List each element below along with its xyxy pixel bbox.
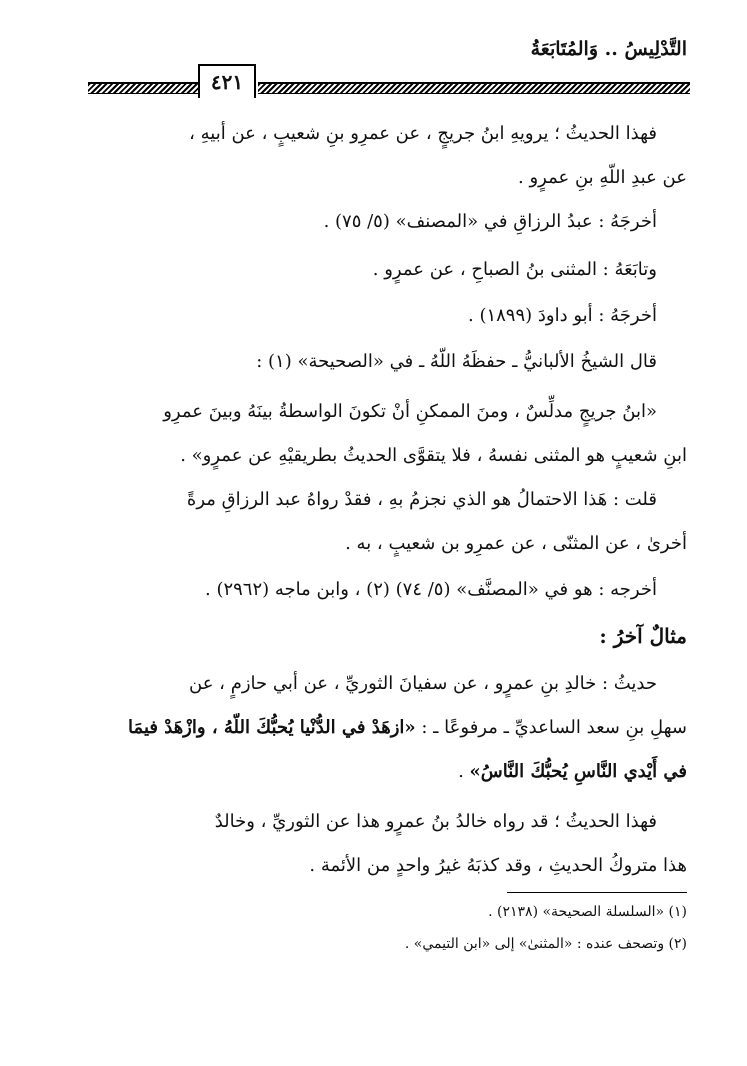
paragraph-1 <box>87 112 687 200</box>
paragraph-8-line-1: حديثُ : خالدِ بنِ عمرٍو ، عن سفيانَ الثوريِّ ، عن أبي حازمٍ ، عن <box>189 673 657 694</box>
paragraph-8-line-2 <box>87 706 687 750</box>
paragraph-4: أخرجَهُ : أبو داودَ (١٨٩٩) . <box>468 305 657 326</box>
footnote-1: (١) «السلسلة الصحيحة» (٢١٣٨) . <box>488 904 687 920</box>
paragraph-8 <box>87 662 687 794</box>
header-rule-left <box>88 82 198 94</box>
paragraph-8-line-2-text: سهلِ بنِ سعد الساعديِّ ـ مرفوعًا ـ : <box>421 717 687 738</box>
paragraph-6-line-1: قلت : هَذا الاحتمالُ هو الذي نجزمُ بهِ ، فقدْ رواهُ عبد الرزاقِ مرةً <box>186 489 657 510</box>
quote-line-2: ابنِ شعيبٍ هو المثنى نفسهُ ، فلا يتقوَّى الحديثُ بطريقيْهِ عن عمرٍو» . <box>180 445 687 466</box>
paragraph-3: وتابَعَهُ : المثنى بنُ الصباحِ ، عن عمرٍو . <box>372 259 657 280</box>
quote-block <box>87 390 687 478</box>
hadith-quote-part-2: في أَيْدي النَّاسِ يُحبُّكَ النَّاسُ» <box>469 761 687 782</box>
hadith-quote-part-1: «ازهَدْ في الدُّنْيا يُحبُّكَ اللّهُ ، وازْهَدْ فيمَا <box>128 717 416 738</box>
paragraph-9 <box>87 800 687 888</box>
paragraph-6 <box>87 478 687 566</box>
paragraph-7: أخرجه : هو في «المصنَّف» (٥/ ٧٤) (٢) ، وابن ماجه (٢٩٦٢) . <box>205 579 657 600</box>
footnote-2: (٢) وتصحف عنده : «المثنىٰ» إلى «ابن التيمي» . <box>404 936 687 952</box>
footnote-separator <box>507 892 687 893</box>
paragraph-8-line-3 <box>87 750 687 794</box>
paragraph-1-line-1: فهذا الحديثُ ؛ يرويهِ ابنُ جريجٍ ، عن عمرِو بنِ شعيبٍ ، عن أبيهِ ، <box>189 123 657 144</box>
paragraph-8-end: . <box>458 761 470 782</box>
paragraph-9-line-2: هذا متروكُ الحديثِ ، وقد كذبَهُ غيرُ واحدٍ من الأئمة . <box>309 855 687 876</box>
page-number: ٤٢١ <box>198 64 256 98</box>
quote-line-1: «ابنُ جريجٍ مدلِّسٌ ، ومنَ الممكنِ أنْ تكونَ الواسطةُ بينَهُ وبينَ عمرِو <box>163 401 657 422</box>
paragraph-1-line-2: عن عبدِ اللّهِ بنِ عمرٍو . <box>518 167 687 188</box>
paragraph-9-line-1: فهذا الحديثُ ؛ قد رواه خالدُ بنُ عمرٍو هذا عن الثوريِّ ، وخالدٌ <box>214 811 657 832</box>
paragraph-6-line-2: أخرىٰ ، عن المثنّى ، عن عمرِو بن شعيبٍ ، به . <box>345 533 687 554</box>
header-rule-right <box>258 82 690 94</box>
paragraph-2: أخرجَهُ : عبدُ الرزاقِ في «المصنف» (٥/ ٧٥) . <box>323 211 657 232</box>
paragraph-5: قال الشيخُ الألبانيُّ ـ حفظَهُ اللّهُ ـ في «الصحيحة» (١) : <box>256 351 657 372</box>
section-heading: مثالٌ آخرُ : <box>599 624 687 648</box>
running-title: التَّدْلِيسُ .. وَالمُتَابَعَةُ <box>530 38 687 60</box>
